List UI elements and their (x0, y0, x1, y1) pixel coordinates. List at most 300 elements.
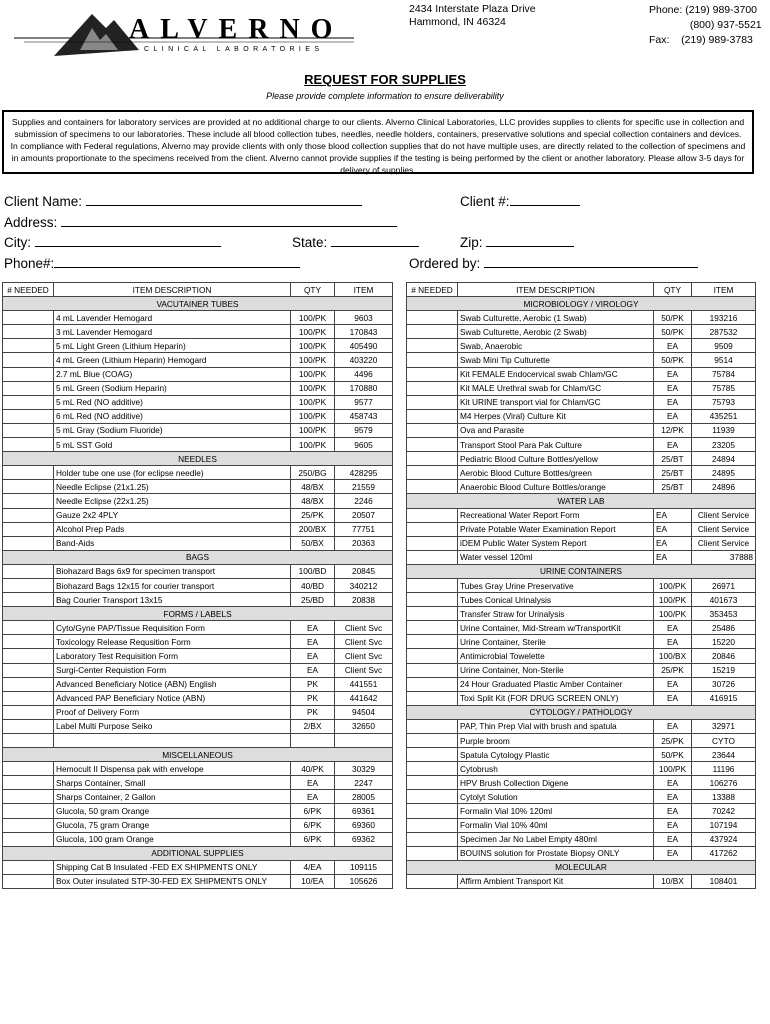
supply-row (407, 776, 756, 790)
item-description-cell: Glucola, 100 gram Orange (54, 832, 291, 846)
supply-row (407, 522, 756, 536)
qty-cell: EA (291, 663, 335, 677)
item-number-cell: 416915 (692, 691, 756, 705)
item-description-cell: Transfer Straw for Urinalysis (458, 607, 654, 621)
needed-cell[interactable] (407, 367, 458, 381)
client-name-line[interactable] (86, 193, 362, 206)
supply-row (3, 480, 393, 494)
supply-row (407, 677, 756, 691)
needed-cell[interactable] (3, 564, 54, 578)
city-field[interactable] (4, 234, 221, 250)
supply-row (407, 353, 756, 367)
qty-cell: EA (654, 339, 692, 353)
needed-cell[interactable] (3, 860, 54, 874)
item-description-cell: Box Outer insulated STP-30-FED EX SHIPMENTS ONLY (54, 874, 291, 888)
supply-row (3, 593, 393, 607)
supply-row (407, 381, 756, 395)
qty-cell: 50/PK (654, 748, 692, 762)
item-number-cell: 11196 (692, 762, 756, 776)
needed-cell[interactable] (3, 494, 54, 508)
supply-row (407, 325, 756, 339)
qty-cell: 200/BX (291, 522, 335, 536)
item-number-cell: 69362 (335, 832, 393, 846)
needed-cell[interactable] (407, 353, 458, 367)
form-subtitle: Please provide complete information to ensure deliverability (266, 91, 504, 101)
item-description-cell: Sharps Container, Small (54, 776, 291, 790)
form-title: REQUEST FOR SUPPLIES (304, 72, 466, 87)
needed-cell[interactable] (3, 874, 54, 888)
supply-row (407, 635, 756, 649)
item-number-cell: Client Svc (335, 621, 393, 635)
supply-row (407, 593, 756, 607)
city-label: City: (4, 235, 31, 250)
needed-cell[interactable] (3, 649, 54, 663)
needed-cell[interactable] (407, 508, 458, 522)
supply-row (3, 860, 393, 874)
qty-cell: 100/PK (291, 409, 335, 423)
phone-field[interactable] (4, 255, 300, 271)
needed-cell[interactable] (407, 719, 458, 733)
section-header-row (3, 846, 393, 860)
address-line-blank[interactable] (61, 214, 397, 227)
phone-line: Phone: (219) 989-3700 (649, 4, 757, 16)
supply-row (3, 818, 393, 832)
qty-cell: EA (654, 395, 692, 409)
logo-name: ALVERNO (129, 14, 344, 45)
item-description-cell: Formalin Vial 10% 40ml (458, 818, 654, 832)
section-header-row (407, 705, 756, 719)
needed-cell[interactable] (407, 452, 458, 466)
supply-row (407, 452, 756, 466)
item-number-cell: 24896 (692, 480, 756, 494)
item-description-cell: Formalin Vial 10% 120ml (458, 804, 654, 818)
item-description-cell: Aerobic Blood Culture Bottles/green (458, 466, 654, 480)
client-number-line[interactable] (510, 193, 580, 206)
item-number-cell: 105626 (335, 874, 393, 888)
address-field[interactable] (4, 214, 397, 230)
item-description-cell: 5 mL Gray (Sodium Fluoride) (54, 423, 291, 437)
item-number-cell: 23205 (692, 438, 756, 452)
supply-row (3, 466, 393, 480)
col-item-header: ITEM (335, 283, 393, 297)
needed-cell[interactable] (3, 578, 54, 592)
item-description-cell: BOUINS solution for Prostate Biopsy ONLY (458, 846, 654, 860)
item-description-cell: Kit URINE transport vial for Chlam/GC (458, 395, 654, 409)
state-line[interactable] (331, 234, 419, 247)
needed-cell[interactable] (3, 677, 54, 691)
needed-cell[interactable] (3, 804, 54, 818)
supply-row (407, 438, 756, 452)
item-description-cell: Transport Stool Para Pak Culture (458, 438, 654, 452)
section-header: NEEDLES (3, 452, 393, 466)
needed-cell[interactable] (3, 832, 54, 846)
item-number-cell: 441551 (335, 677, 393, 691)
qty-cell: 6/PK (291, 832, 335, 846)
item-number-cell: Client Svc (335, 663, 393, 677)
needed-cell[interactable] (3, 339, 54, 353)
needed-cell[interactable] (3, 691, 54, 705)
supply-row (3, 325, 393, 339)
supply-row (407, 790, 756, 804)
qty-cell: 50/PK (654, 353, 692, 367)
item-number-cell: 2247 (335, 776, 393, 790)
state-field[interactable] (292, 234, 419, 250)
needed-cell[interactable] (3, 635, 54, 649)
needed-cell[interactable] (3, 480, 54, 494)
needed-cell[interactable] (3, 776, 54, 790)
supply-row (407, 395, 756, 409)
item-number-cell: 25486 (692, 621, 756, 635)
needed-cell[interactable] (3, 536, 54, 550)
qty-cell: PK (291, 677, 335, 691)
address-line: 2434 Interstate Plaza Drive (409, 3, 536, 15)
item-description-cell: Biohazard Bags 6x9 for specimen transport (54, 564, 291, 578)
supply-row (407, 663, 756, 677)
section-header: WATER LAB (407, 494, 756, 508)
supply-row (407, 409, 756, 423)
item-number-cell: 13388 (692, 790, 756, 804)
qty-cell: 50/PK (654, 311, 692, 325)
needed-cell[interactable] (3, 705, 54, 719)
qty-cell: PK (291, 691, 335, 705)
client-name-label: Client Name: (4, 194, 83, 209)
item-description-cell: Pediatric Blood Culture Bottles/yellow (458, 452, 654, 466)
item-number-cell: 21559 (335, 480, 393, 494)
needed-cell[interactable] (407, 593, 458, 607)
item-number-cell: 69361 (335, 804, 393, 818)
needed-cell[interactable] (3, 367, 54, 381)
needed-cell[interactable] (3, 663, 54, 677)
needed-cell[interactable] (407, 395, 458, 409)
item-number-cell: 417262 (692, 846, 756, 860)
qty-cell: 2/BX (291, 719, 335, 733)
supply-row (407, 423, 756, 437)
item-number-cell: 30329 (335, 762, 393, 776)
needed-cell[interactable] (3, 395, 54, 409)
qty-cell: EA (654, 635, 692, 649)
supply-row (407, 311, 756, 325)
item-number-cell: 170880 (335, 381, 393, 395)
qty-cell: EA (654, 818, 692, 832)
item-description-cell: 4 mL Green (Lithium Heparin) Hemogard (54, 353, 291, 367)
qty-cell: 100/BX (654, 649, 692, 663)
item-number-cell: 403220 (335, 353, 393, 367)
zip-label: Zip: (460, 235, 483, 250)
needed-cell[interactable] (407, 677, 458, 691)
item-description-cell: Tubes Conical Urinalysis (458, 593, 654, 607)
needed-cell[interactable] (3, 762, 54, 776)
item-number-cell: 437924 (692, 832, 756, 846)
needed-cell[interactable] (407, 607, 458, 621)
item-description-cell: Cytobrush (458, 762, 654, 776)
item-number-cell: 24894 (692, 452, 756, 466)
qty-cell: 4/EA (291, 860, 335, 874)
item-description-cell: Advanced PAP Beneficiary Notice (ABN) (54, 691, 291, 705)
item-number-cell: 109115 (335, 860, 393, 874)
item-description-cell: 24 Hour Graduated Plastic Amber Container (458, 677, 654, 691)
supply-row (3, 621, 393, 635)
item-number-cell: 193216 (692, 311, 756, 325)
qty-cell: 50/BX (291, 536, 335, 550)
qty-cell: 100/PK (291, 395, 335, 409)
qty-cell: 25/BT (654, 466, 692, 480)
supply-row (3, 536, 393, 550)
item-number-cell: 20838 (335, 593, 393, 607)
col-qty-header: QTY (654, 283, 692, 297)
section-header: VACUTAINER TUBES (3, 297, 393, 311)
supply-row (407, 339, 756, 353)
item-number-cell: 75793 (692, 395, 756, 409)
needed-cell[interactable] (407, 734, 458, 748)
item-description-cell: 6 mL Red (NO additive) (54, 409, 291, 423)
qty-cell: EA (654, 691, 692, 705)
needed-cell[interactable] (407, 663, 458, 677)
item-number-cell: 20846 (692, 649, 756, 663)
qty-cell: 100/PK (654, 593, 692, 607)
needed-cell[interactable] (3, 423, 54, 437)
item-number-cell: Client Service (692, 522, 756, 536)
item-description-cell: Band-Aids (54, 536, 291, 550)
client-name-field[interactable] (4, 193, 362, 209)
supply-row (407, 550, 756, 564)
item-number-cell: 435251 (692, 409, 756, 423)
needed-cell[interactable] (407, 423, 458, 437)
supply-row (3, 832, 393, 846)
supply-row (3, 409, 393, 423)
qty-cell: EA (654, 409, 692, 423)
supply-row (3, 381, 393, 395)
logo-subtitle: CLINICAL LABORATORIES (144, 46, 324, 53)
item-number-cell: 428295 (335, 466, 393, 480)
supply-row (3, 395, 393, 409)
qty-cell: 25/BT (654, 452, 692, 466)
needed-cell[interactable] (407, 339, 458, 353)
supply-row (3, 776, 393, 790)
section-header: CYTOLOGY / PATHOLOGY (407, 705, 756, 719)
qty-cell: 100/PK (291, 325, 335, 339)
item-description-cell: 2.7 mL Blue (COAG) (54, 367, 291, 381)
supply-row (407, 762, 756, 776)
needed-cell[interactable] (3, 734, 54, 748)
item-number-cell: 9605 (335, 438, 393, 452)
item-description-cell: Glucola, 50 gram Orange (54, 804, 291, 818)
needed-cell[interactable] (407, 776, 458, 790)
qty-cell: 25/PK (654, 663, 692, 677)
item-number-cell: 26971 (692, 578, 756, 592)
needed-cell[interactable] (3, 593, 54, 607)
item-description-cell: 4 mL Lavender Hemogard (54, 311, 291, 325)
qty-cell: 10/EA (291, 874, 335, 888)
qty-cell: 50/PK (654, 325, 692, 339)
needed-cell[interactable] (407, 832, 458, 846)
supply-row (3, 438, 393, 452)
section-header: MOLECULAR (407, 860, 756, 874)
item-number-cell: 23644 (692, 748, 756, 762)
qty-cell: 100/PK (291, 423, 335, 437)
zip-field[interactable] (460, 234, 574, 250)
section-header-row (407, 564, 756, 578)
supply-row (3, 367, 393, 381)
section-header-row (3, 297, 393, 311)
zip-line[interactable] (486, 234, 574, 247)
item-description-cell: Affirm Ambient Transport Kit (458, 874, 654, 888)
needed-cell[interactable] (407, 804, 458, 818)
item-number-cell: 4496 (335, 367, 393, 381)
item-description-cell: Glucola, 75 gram Orange (54, 818, 291, 832)
needed-cell[interactable] (407, 818, 458, 832)
item-description-cell: Swab Mini Tip Culturette (458, 353, 654, 367)
section-header: ADDITIONAL SUPPLIES (3, 846, 393, 860)
phone-line: (800) 937-5521 (649, 19, 762, 31)
needed-cell[interactable] (407, 635, 458, 649)
supply-row (407, 832, 756, 846)
qty-cell: EA (654, 438, 692, 452)
ordered-by-line[interactable] (484, 255, 698, 268)
needed-cell[interactable] (407, 522, 458, 536)
city-line[interactable] (35, 234, 221, 247)
lab-address (409, 3, 536, 29)
needed-cell[interactable] (407, 691, 458, 705)
supply-row (3, 522, 393, 536)
section-header: FORMS / LABELS (3, 607, 393, 621)
supply-row (3, 663, 393, 677)
item-number-cell: 11939 (692, 423, 756, 437)
item-description-cell: Gauze 2x2 4PLY (54, 508, 291, 522)
needed-cell[interactable] (407, 790, 458, 804)
needed-cell[interactable] (407, 438, 458, 452)
item-description-cell: Label Multi Purpose Seiko (54, 719, 291, 733)
needed-cell[interactable] (3, 621, 54, 635)
needed-cell[interactable] (407, 409, 458, 423)
needed-cell[interactable] (407, 536, 458, 550)
item-description-cell: Cyto/Gyne PAP/Tissue Requisition Form (54, 621, 291, 635)
item-description-cell: M4 Herpes (Viral) Culture Kit (458, 409, 654, 423)
item-number-cell: 94504 (335, 705, 393, 719)
supplies-table-right (406, 282, 756, 889)
supply-row (3, 635, 393, 649)
alverno-logo (14, 6, 364, 62)
item-number-cell: 9603 (335, 311, 393, 325)
needed-cell[interactable] (407, 649, 458, 663)
supply-row (407, 874, 756, 888)
item-description-cell: 5 mL SST Gold (54, 438, 291, 452)
qty-cell: EA (654, 550, 692, 564)
phone-line-blank[interactable] (54, 255, 300, 268)
section-header-row (3, 748, 393, 762)
address-line: Hammond, IN 46324 (409, 16, 506, 28)
needed-cell[interactable] (407, 311, 458, 325)
needed-cell[interactable] (407, 325, 458, 339)
needed-cell[interactable] (407, 381, 458, 395)
needed-cell[interactable] (407, 480, 458, 494)
item-description-cell: Cytolyt Solution (458, 790, 654, 804)
item-description-cell: Swab Culturette, Aerobic (2 Swab) (458, 325, 654, 339)
needed-cell[interactable] (3, 466, 54, 480)
col-qty-header: QTY (291, 283, 335, 297)
qty-cell: EA (291, 790, 335, 804)
supply-row (407, 367, 756, 381)
ordered-by-field[interactable] (409, 255, 698, 271)
needed-cell[interactable] (3, 353, 54, 367)
supply-row (3, 705, 393, 719)
item-number-cell: 106276 (692, 776, 756, 790)
needed-cell[interactable] (407, 578, 458, 592)
item-description-cell: Kit FEMALE Endocervical swab Chlam/GC (458, 367, 654, 381)
needed-cell[interactable] (407, 846, 458, 860)
qty-cell: 100/PK (654, 762, 692, 776)
item-number-cell: 9509 (692, 339, 756, 353)
qty-cell: 40/BD (291, 578, 335, 592)
item-number-cell: 9579 (335, 423, 393, 437)
needed-cell[interactable] (3, 409, 54, 423)
needed-cell[interactable] (3, 438, 54, 452)
needed-cell[interactable] (3, 325, 54, 339)
needed-cell[interactable] (3, 719, 54, 733)
qty-cell: EA (654, 776, 692, 790)
qty-cell: EA (654, 367, 692, 381)
needed-cell[interactable] (3, 522, 54, 536)
qty-cell: EA (654, 508, 692, 522)
needed-cell[interactable] (407, 466, 458, 480)
item-description-cell: Sharps Container, 2 Gallon (54, 790, 291, 804)
col-item-header: ITEM (692, 283, 756, 297)
item-number-cell: 441642 (335, 691, 393, 705)
lab-phones (649, 3, 762, 48)
qty-cell: 100/PK (291, 311, 335, 325)
section-header: MISCELLANEOUS (3, 748, 393, 762)
qty-cell: EA (654, 790, 692, 804)
qty-cell: 25/BT (654, 480, 692, 494)
item-number-cell: Client Service (692, 508, 756, 522)
supply-row (3, 423, 393, 437)
qty-cell: 40/PK (291, 762, 335, 776)
needed-cell[interactable] (3, 508, 54, 522)
needed-cell[interactable] (407, 762, 458, 776)
supply-row (407, 607, 756, 621)
needed-cell[interactable] (407, 748, 458, 762)
needed-cell[interactable] (407, 621, 458, 635)
supply-row (407, 621, 756, 635)
qty-cell: EA (654, 536, 692, 550)
needed-cell[interactable] (3, 381, 54, 395)
supply-row (3, 508, 393, 522)
fax-line: Fax: (219) 989-3783 (649, 34, 753, 46)
supply-row (3, 734, 393, 748)
client-number-field[interactable] (460, 193, 580, 209)
item-number-cell: 32971 (692, 719, 756, 733)
section-header-row (407, 860, 756, 874)
item-description-cell: 5 mL Light Green (Lithium Heparin) (54, 339, 291, 353)
item-description-cell: iDEM Public Water System Report (458, 536, 654, 550)
needed-cell[interactable] (3, 790, 54, 804)
qty-cell: 100/PK (654, 578, 692, 592)
item-description-cell: Specimen Jar No Label Empty 480ml (458, 832, 654, 846)
needed-cell[interactable] (3, 818, 54, 832)
needed-cell[interactable] (407, 874, 458, 888)
supply-row (3, 494, 393, 508)
needed-cell[interactable] (407, 550, 458, 564)
item-description-cell: HPV Brush Collection Digene (458, 776, 654, 790)
qty-cell: EA (291, 776, 335, 790)
item-number-cell: 405490 (335, 339, 393, 353)
section-header-row (407, 297, 756, 311)
qty-cell: 12/PK (654, 423, 692, 437)
supply-row (3, 790, 393, 804)
item-description-cell (54, 734, 291, 748)
qty-cell: EA (654, 832, 692, 846)
needed-cell[interactable] (3, 311, 54, 325)
qty-cell: 100/BD (291, 564, 335, 578)
